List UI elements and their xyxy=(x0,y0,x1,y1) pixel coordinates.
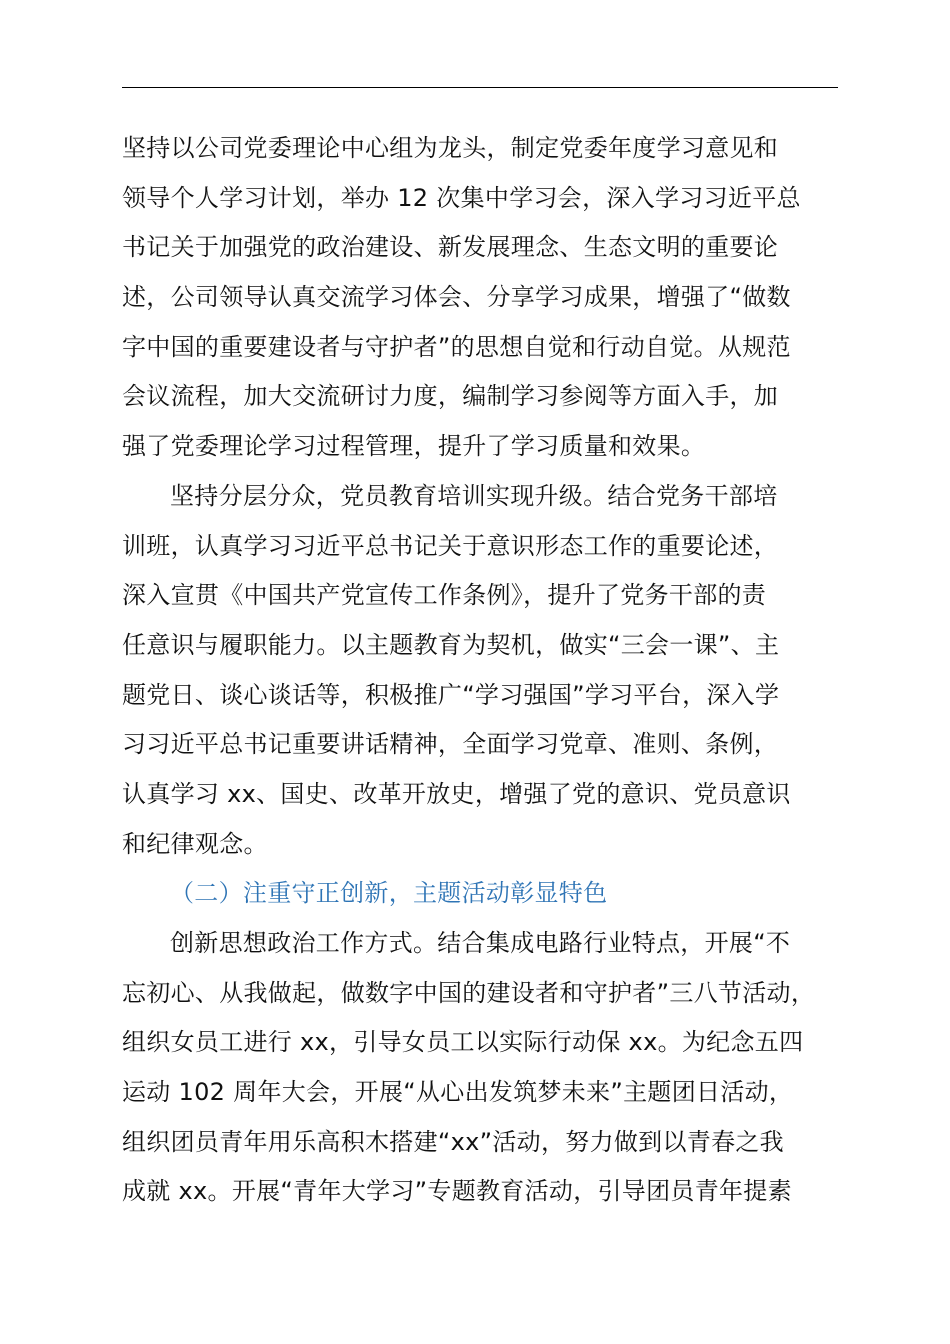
paragraph-1 xyxy=(122,124,838,472)
text-line: 会议流程，加大交流研讨力度，编制学习参阅等方面入手，加 xyxy=(122,382,779,411)
text-line: 习习近平总书记重要讲话精神，全面学习党章、准则、条例， xyxy=(122,730,779,759)
text-line: 字中国的重要建设者与守护者”的思想自觉和行动自觉。从规范 xyxy=(122,332,791,361)
text-line: 训班，认真学习习近平总书记关于意识形态工作的重要论述， xyxy=(122,531,779,560)
text-line: 书记关于加强党的政治建设、新发展理念、生态文明的重要论 xyxy=(122,233,779,262)
header-rule xyxy=(122,87,838,88)
text-line: 认真学习 xx、国史、改革开放史，增强了党的意识、党员意识 xyxy=(122,779,791,808)
text-line: 成就 xx。开展“青年大学习”专题教育活动，引导团员青年提素 xyxy=(122,1177,792,1206)
paragraph-2 xyxy=(122,472,838,870)
text-line: 忘初心、从我做起，做数字中国的建设者和守护者”三八节活动， xyxy=(122,978,816,1007)
text-line: 领导个人学习计划，举办 12 次集中学习会，深入学习习近平总 xyxy=(122,183,801,212)
text-line: 题党日、谈心谈话等，积极推广“学习强国”学习平台，深入学 xyxy=(122,680,780,709)
text-line: 强了党委理论学习过程管理，提升了学习质量和效果。 xyxy=(122,432,706,461)
text-line: 坚持以公司党委理论中心组为龙头，制定党委年度学习意见和 xyxy=(122,134,779,162)
text-line: 组织女员工进行 xx，引导女员工以实际行动保 xx。为纪念五四 xyxy=(122,1028,804,1057)
text-line: 运动 102 周年大会，开展“从心出发筑梦未来”主题团日活动， xyxy=(122,1078,794,1107)
section-heading: （二）注重守正创新，主题活动彰显特色 xyxy=(170,879,608,908)
text-line: 创新思想政治工作方式。结合集成电路行业特点，开展“不 xyxy=(170,929,791,957)
paragraph-3 xyxy=(122,919,838,1217)
document-body xyxy=(122,124,838,1217)
text-line: 组织团员青年用乐高积木搭建“xx”活动，努力做到以青春之我 xyxy=(122,1127,784,1156)
text-line: 坚持分层分众，党员教育培训实现升级。结合党务干部培 xyxy=(170,481,778,510)
text-line: 深入宣贯《中国共产党宣传工作条例》，提升了党务干部的责 xyxy=(122,581,767,610)
text-line: 任意识与履职能力。以主题教育为契机，做实“三会一课”、主 xyxy=(122,630,780,659)
text-line: 和纪律观念。 xyxy=(122,829,268,858)
text-line: 述，公司领导认真交流学习体会、分享学习成果，增强了“做数 xyxy=(122,283,791,312)
